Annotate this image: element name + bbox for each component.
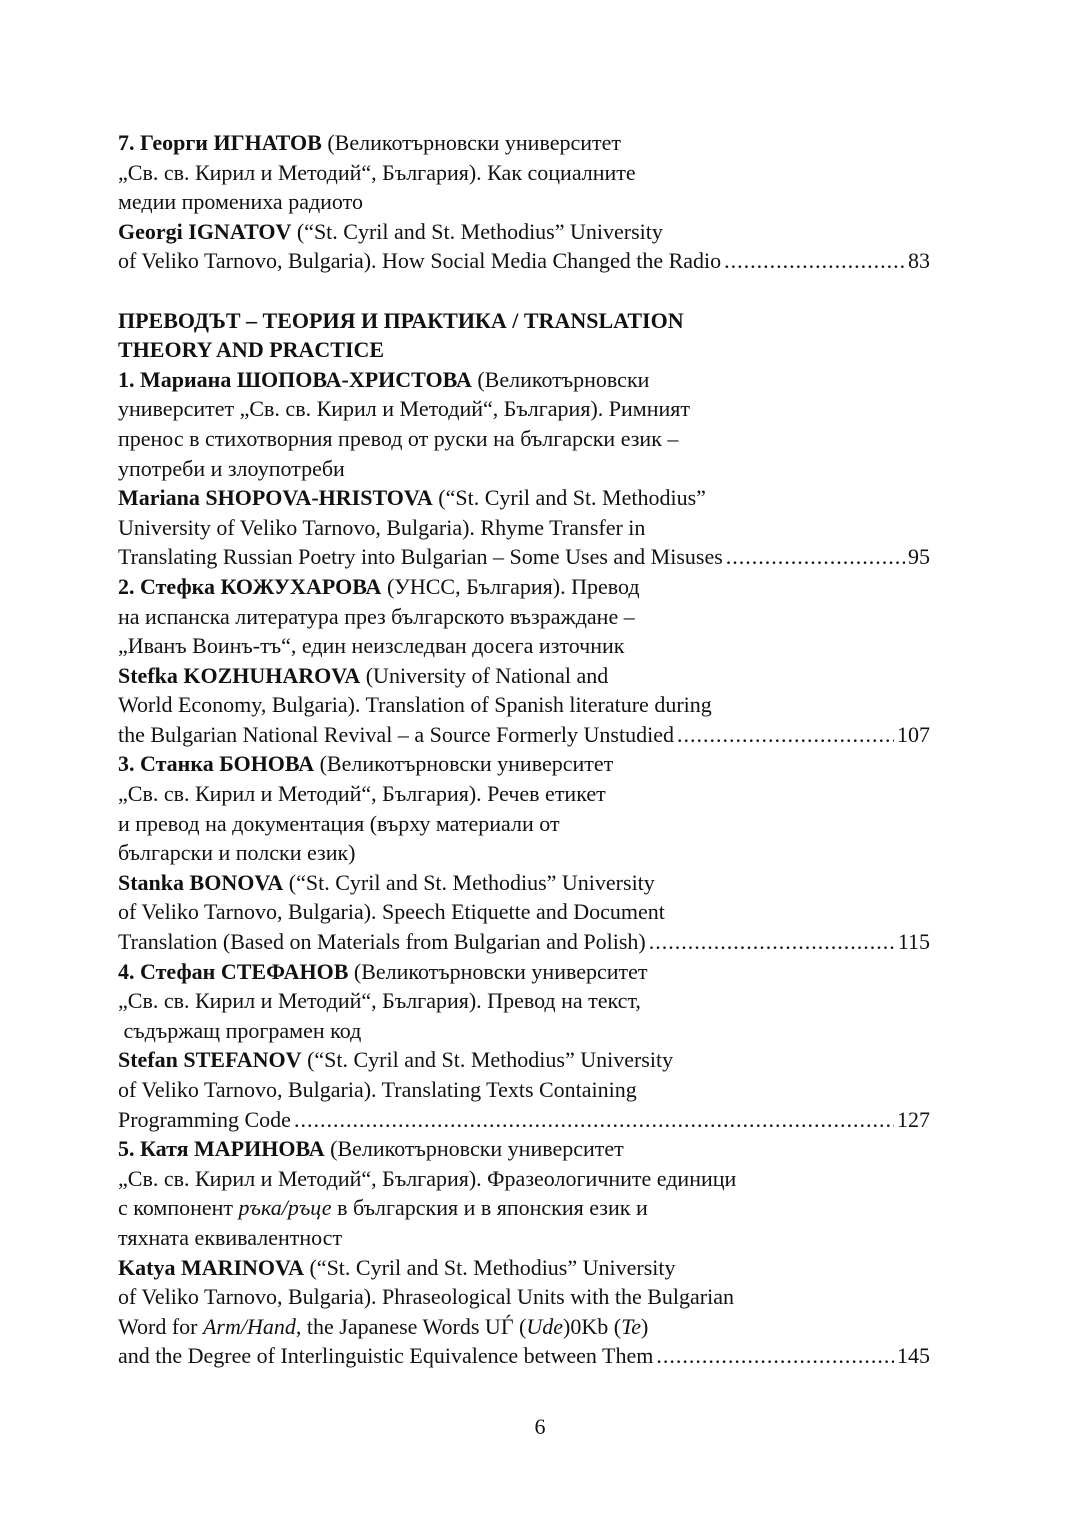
title-italic-term: Arm/Hand xyxy=(202,1313,296,1339)
title-line: тяхната еквивалентност xyxy=(118,1224,343,1250)
dot-leader xyxy=(294,1105,894,1135)
toc-leader-line xyxy=(118,542,930,572)
page-ref: 145 xyxy=(897,1343,930,1369)
title-line: „Св. св. Кирил и Методий“, България). Фразеологичните единици xyxy=(118,1165,737,1191)
page-ref: 107 xyxy=(897,721,930,747)
title-line: „Св. св. Кирил и Методий“, България). Речев етикет xyxy=(118,781,606,807)
toc-entry-3 xyxy=(118,749,930,956)
title-line-en: of Veliko Tarnovo, Bulgaria). Phraseological Units with the Bulgarian xyxy=(118,1284,734,1310)
title-text: , the Japanese Words UЃ ( xyxy=(295,1313,527,1339)
title-line-en: and the Degree of Interlinguistic Equivalence between Them xyxy=(118,1343,654,1369)
title-text: с компонент xyxy=(118,1195,239,1221)
author-name-en: Georgi IGNATOV xyxy=(118,218,292,244)
affiliation-text-en: (“St. Cyril and St. Methodius” University xyxy=(303,1254,676,1280)
title-line-en xyxy=(118,1312,930,1342)
table-of-contents xyxy=(118,128,930,1371)
title-line-en: of Veliko Tarnovo, Bulgaria). Speech Etiquette and Document xyxy=(118,899,665,925)
toc-entry-5 xyxy=(118,1134,930,1371)
affiliation-text: (УНСС, България). Превод xyxy=(381,573,640,599)
title-line-en: of Veliko Tarnovo, Bulgaria). How Social Media Changed the Radio xyxy=(118,248,722,274)
title-line xyxy=(118,1193,930,1223)
dot-leader xyxy=(677,720,894,750)
author-name-en: Stefan STEFANOV xyxy=(118,1047,302,1073)
title-italic-term: Ude xyxy=(526,1313,564,1339)
affiliation-text-en: (“St. Cyril and St. Methodius” University xyxy=(291,218,663,244)
title-line: медии промениха радиото xyxy=(118,189,363,215)
toc-entry-4 xyxy=(118,957,930,1135)
entry-number: 7. xyxy=(118,130,135,155)
toc-entry-2 xyxy=(118,572,930,750)
section-heading: ПРЕВОДЪТ – ТЕОРИЯ И ПРАКТИКА / TRANSLATION xyxy=(118,307,684,333)
title-line-en: Programming Code xyxy=(118,1106,291,1132)
toc-leader-line xyxy=(118,1341,930,1371)
page-ref: 83 xyxy=(908,248,930,274)
affiliation-text: (Великотърновски университет xyxy=(324,1136,624,1162)
affiliation-text: (Великотърновски университет xyxy=(321,130,622,155)
affiliation-text-en: (“St. Cyril and St. Methodius” University xyxy=(301,1047,674,1073)
author-first-name: Георги xyxy=(140,130,208,155)
affiliation-text-en: (“St. Cyril and St. Methodius” University xyxy=(283,869,655,895)
title-line-en: University of Veliko Tarnovo, Bulgaria). Rhyme Transfer in xyxy=(118,514,646,540)
toc-leader-line xyxy=(118,927,930,957)
author-name: Стефка КОЖУХАРОВА xyxy=(140,573,382,599)
title-line: и превод на документация (върху материали от xyxy=(118,810,560,836)
title-line: пренос в стихотворния превод от руски на български език – xyxy=(118,425,679,451)
page-number: 6 xyxy=(534,1414,546,1439)
title-line: на испанска литература през българското възраждане – xyxy=(118,603,635,629)
title-line-en: World Economy, Bulgaria). Translation of Spanish literature during xyxy=(118,692,712,718)
title-line: употреби и злоупотреби xyxy=(118,455,345,481)
affiliation-text-en: (“St. Cyril and St. Methodius” xyxy=(432,485,706,511)
title-text: )0Kb ( xyxy=(563,1313,622,1339)
title-line-en: Translation (Based on Materials from Bulgarian and Polish) xyxy=(118,929,646,955)
title-text: Word for xyxy=(118,1313,203,1339)
title-line-en: Translating Russian Poetry into Bulgarian – Some Uses and Misuses xyxy=(118,544,723,570)
entry-number: 4. xyxy=(118,958,135,984)
dot-leader xyxy=(726,542,905,572)
dot-leader xyxy=(649,927,895,957)
toc-entry-7 xyxy=(118,128,930,276)
author-name-en: Mariana SHOPOVA-HRISTOVA xyxy=(118,485,433,511)
title-text: в българския и в японския език и xyxy=(331,1195,648,1221)
affiliation-text: (Великотърновски университет xyxy=(314,751,614,777)
entry-number: 3. xyxy=(118,751,135,777)
title-italic-term: ръка/ръце xyxy=(238,1195,332,1221)
toc-leader-line xyxy=(118,1105,930,1135)
affiliation-text: (Великотърновски университет xyxy=(348,958,648,984)
dot-leader xyxy=(656,1341,894,1371)
affiliation-text: (Великотърновски xyxy=(471,366,650,392)
toc-leader-line xyxy=(118,246,930,276)
title-line: „Иванъ Воинъ-тъ“, един неизследван досега източник xyxy=(118,633,625,659)
title-line: „Св. св. Кирил и Методий“, България). Как социалните xyxy=(118,159,636,185)
affiliation-text-en: (University of National and xyxy=(360,662,609,688)
section-heading: THEORY AND PRACTICE xyxy=(118,337,385,363)
page-ref: 127 xyxy=(897,1106,930,1132)
entry-number: 2. xyxy=(118,573,135,599)
author-name-en: Stanka BONOVA xyxy=(118,869,284,895)
author-last-name: ИГНАТОВ xyxy=(213,130,322,155)
entry-number: 5. xyxy=(118,1136,135,1162)
author-name: Стефан СТЕФАНОВ xyxy=(140,958,349,984)
title-line: „Св. св. Кирил и Методий“, България). Превод на текст, xyxy=(118,988,641,1014)
title-line-en: of Veliko Tarnovo, Bulgaria). Translating Texts Containing xyxy=(118,1077,637,1102)
toc-leader-line xyxy=(118,720,930,750)
title-line: български и полски език) xyxy=(118,840,356,866)
author-name: Станка БОНОВА xyxy=(140,751,315,777)
title-italic-term: Te xyxy=(621,1313,642,1339)
author-name-en: Stefka KOZHUHAROVA xyxy=(118,662,361,688)
author-name: Мариана ШОПОВА-ХРИСТОВА xyxy=(140,366,472,392)
author-name: Катя МАРИНОВА xyxy=(140,1136,325,1162)
toc-entry-1 xyxy=(118,365,930,572)
title-text: ) xyxy=(641,1313,649,1339)
title-line-en: the Bulgarian National Revival – a Source Formerly Unstudied xyxy=(118,721,674,747)
page-ref: 95 xyxy=(908,544,930,570)
dot-leader xyxy=(724,246,905,276)
page-ref: 115 xyxy=(897,929,930,955)
entry-number: 1. xyxy=(118,366,135,392)
title-line: съдържащ програмен код xyxy=(118,1017,362,1043)
title-line: университет „Св. св. Кирил и Методий“, България). Римният xyxy=(118,396,690,422)
author-name-en: Katya MARINOVA xyxy=(118,1254,304,1280)
